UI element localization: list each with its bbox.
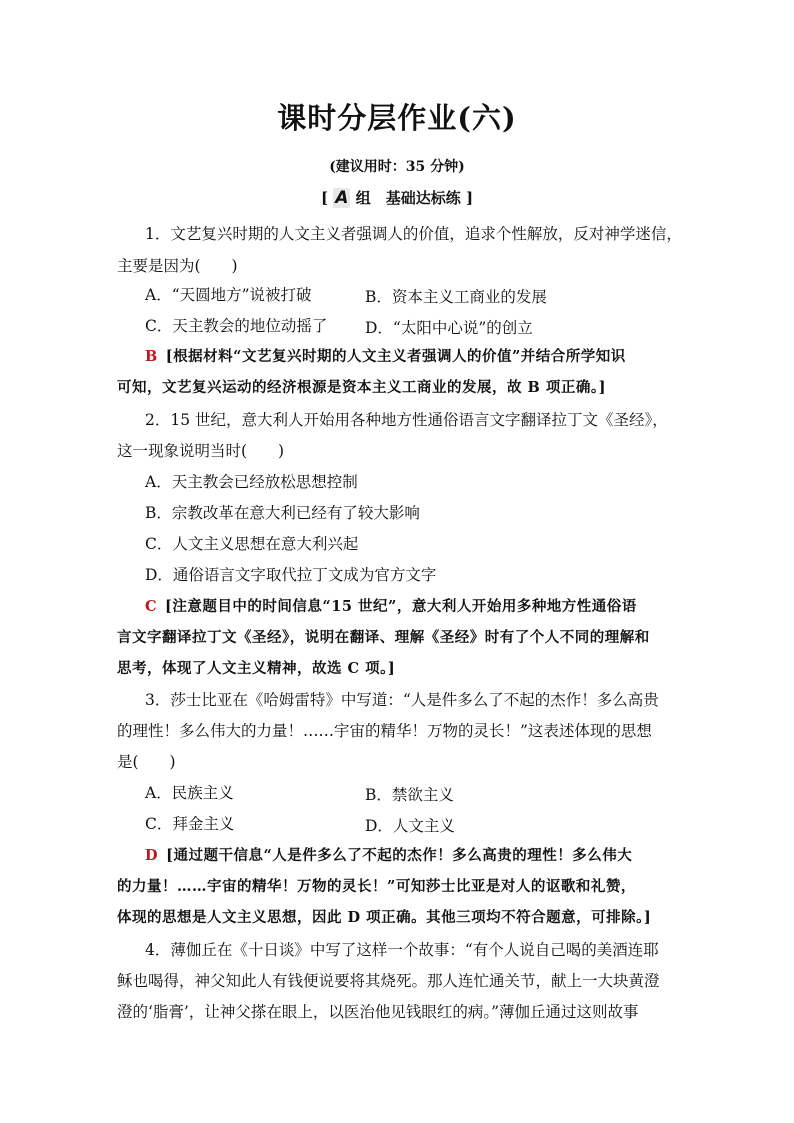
q4-stem-line-2: 稣也喝得，神父知此人有钱便说要将其烧死。那人连忙通关节，献上一大块黄澄 xyxy=(117,972,660,990)
q2-option-c: C．人文主义思想在意大利兴起 xyxy=(145,535,359,553)
q3-stem-line-2: 的理性！多么伟大的力量！……宇宙的精华！万物的灵长！”这表述体现的思想 xyxy=(117,722,652,740)
q3-stem-line-1: 3．莎士比亚在《哈姆雷特》中写道：“人是件多么了不起的杰作！多么高贵 xyxy=(145,691,659,709)
q2-stem-line-1: 2．15 世纪，意大利人开始用各种地方性通俗语言文字翻译拉丁文《圣经》， xyxy=(145,411,668,429)
q3-answer-key: D xyxy=(145,847,159,864)
q3-option-c: C．拜金主义 xyxy=(145,815,235,833)
q2-explanation-line-2: 言文字翻译拉丁文《圣经》，说明在翻译、理解《圣经》时有了个人不同的理解和 xyxy=(117,629,650,646)
q3-stem-line-3: 是( ) xyxy=(117,753,176,771)
q1-answer-key: B xyxy=(145,348,158,365)
q1-option-a: A．“天圆地方”说被打破 xyxy=(145,286,312,304)
q1-option-d: D．“太阳中心说”的创立 xyxy=(365,319,533,337)
group-label: 组 基础达标练 xyxy=(355,189,461,207)
q4-stem-line-1: 4．薄伽丘在《十日谈》中写了这样一个故事：“有个人说自己喝的美酒连耶 xyxy=(145,941,659,959)
q3-explanation-line-1: D [通过题干信息“人是件多么了不起的杰作！多么高贵的理性！多么伟大 xyxy=(145,847,633,864)
q2-explanation-line-1: C [注意题目中的时间信息“15 世纪”，意大利人开始用多种地方性通俗语 xyxy=(145,598,637,615)
q2-option-d: D．通俗语言文字取代拉丁文成为官方文字 xyxy=(145,566,437,584)
q3-option-d: D．人文主义 xyxy=(365,817,455,835)
q2-option-b: B．宗教改革在意大利已经有了较大影响 xyxy=(145,504,420,522)
q1-option-b: B．资本主义工商业的发展 xyxy=(365,288,547,306)
q4-stem-line-3: 澄的‘脂膏’，让神父搽在眼上，以医治他见钱眼红的病。”薄伽丘通过这则故事 xyxy=(117,1003,639,1021)
group-bracket-open: [ xyxy=(320,189,329,207)
q1-explanation-line-1: B [根据材料“文艺复兴时期的人文主义者强调人的价值”并结合所学知识 xyxy=(145,348,626,365)
group-heading xyxy=(0,187,794,208)
q2-explanation-line-3: 思考，体现了人文主义精神，故选 C 项。] xyxy=(117,660,396,677)
q3-explanation-line-3: 体现的思想是人文主义思想，因此 D 项正确。其他三项均不符合题意，可排除。] xyxy=(117,909,652,926)
suggested-time: (建议用时：35 分钟) xyxy=(329,159,465,175)
group-bracket-close: ] xyxy=(465,189,474,207)
q3-option-a: A．民族主义 xyxy=(145,784,234,802)
q1-stem-line-2: 主要是因为( ) xyxy=(117,257,238,275)
q3-explanation-line-2: 的力量！……宇宙的精华！万物的灵长！”可知莎士比亚是对人的讴歌和礼赞， xyxy=(117,878,636,895)
q2-answer-key: C xyxy=(145,598,158,615)
page-title: 课时分层作业(六) xyxy=(277,101,517,135)
q1-option-c: C．天主教会的地位动摇了 xyxy=(145,317,328,335)
q2-stem-line-2: 这一现象说明当时( ) xyxy=(117,442,285,460)
q2-option-a: A．天主教会已经放松思想控制 xyxy=(145,473,358,491)
q3-option-b: B．禁欲主义 xyxy=(365,786,454,804)
group-letter-icon: A xyxy=(335,188,349,208)
q1-stem-line-1: 1．文艺复兴时期的人文主义者强调人的价值，追求个性解放，反对神学迷信， xyxy=(145,225,682,243)
q1-explanation-line-2: 可知，文艺复兴运动的经济根源是资本主义工商业的发展，故 B 项正确。] xyxy=(117,379,606,396)
